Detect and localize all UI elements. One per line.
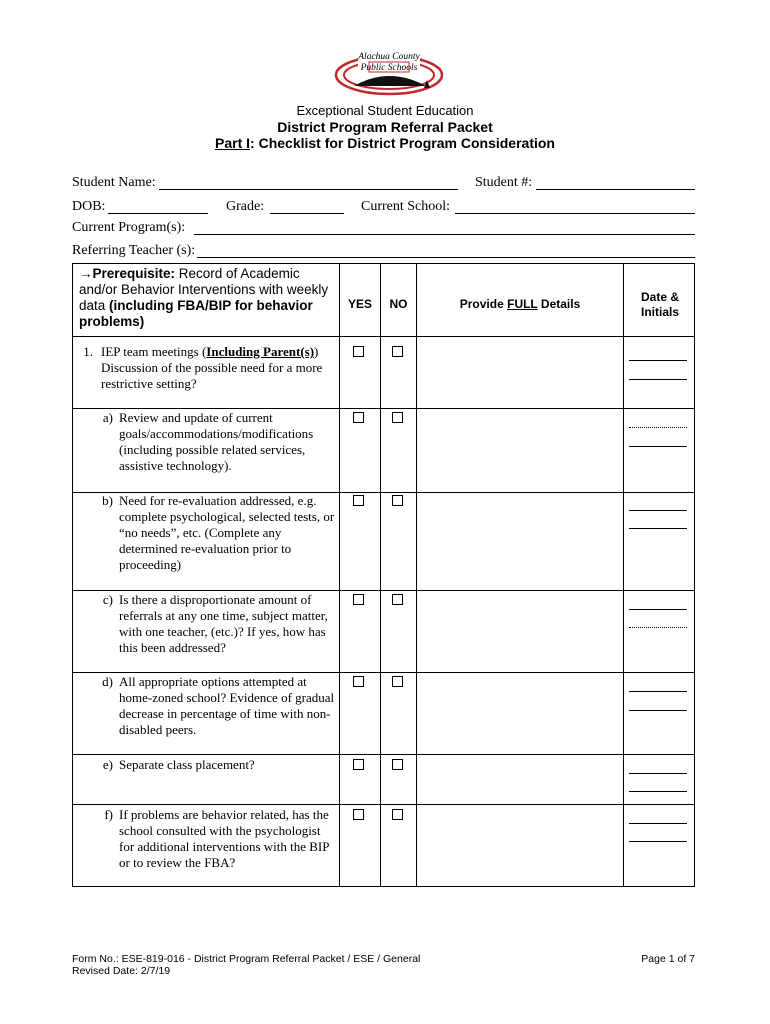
- no-checkbox[interactable]: [392, 759, 403, 770]
- row-divider: [73, 672, 694, 673]
- no-checkbox[interactable]: [392, 594, 403, 605]
- col-divider: [416, 264, 417, 886]
- row-divider: [73, 590, 694, 591]
- checklist-table: [72, 263, 695, 887]
- row-letter: b): [102, 493, 113, 508]
- grade-label: Grade:: [226, 199, 265, 214]
- student-number-field[interactable]: [536, 189, 695, 190]
- student-number-label: Student #:: [475, 175, 533, 190]
- current-programs-field[interactable]: [194, 234, 695, 235]
- date-line[interactable]: [629, 427, 687, 428]
- row-divider: [73, 804, 694, 805]
- no-checkbox[interactable]: [392, 412, 403, 423]
- date-line[interactable]: [629, 609, 687, 610]
- student-name-field[interactable]: [159, 189, 458, 190]
- logo-line-2: Public Schools: [360, 63, 418, 73]
- col-divider: [623, 264, 624, 886]
- prerequisite-header: [79, 266, 337, 330]
- department-heading: Exceptional Student Education: [296, 103, 474, 118]
- student-name-label: Student Name:: [72, 175, 156, 190]
- current-programs-label: Current Program(s):: [72, 220, 186, 235]
- date-line[interactable]: [629, 360, 687, 361]
- row-divider: [73, 336, 694, 337]
- yes-checkbox[interactable]: [353, 412, 364, 423]
- row-letter: c): [102, 592, 113, 607]
- yes-checkbox[interactable]: [353, 759, 364, 770]
- prerequisite-arrow: →: [79, 266, 93, 281]
- prerequisite-note: (including FBA/BIP for behavior problems): [79, 298, 313, 329]
- yes-checkbox[interactable]: [353, 676, 364, 687]
- referring-teacher-field[interactable]: [197, 257, 695, 258]
- initials-line[interactable]: [629, 379, 687, 380]
- page-number: Page 1 of 7: [641, 953, 695, 965]
- row-divider: [73, 754, 694, 755]
- col-divider: [339, 264, 340, 886]
- yes-checkbox[interactable]: [353, 495, 364, 506]
- col-date-header: Date & Initials: [640, 290, 679, 319]
- col-details-header: Provide FULL Details: [459, 297, 581, 311]
- initials-line[interactable]: [629, 627, 687, 628]
- revised-date: Revised Date: 2/7/19: [72, 965, 171, 977]
- date-line[interactable]: [629, 773, 687, 774]
- col-no-header: NO: [389, 297, 408, 311]
- yes-checkbox[interactable]: [353, 346, 364, 357]
- row-letter: d): [102, 674, 113, 689]
- no-checkbox[interactable]: [392, 495, 403, 506]
- prerequisite-text: Record of Academic and/or Behavior Interventions with weekly data: [79, 266, 329, 313]
- no-checkbox[interactable]: [392, 346, 403, 357]
- dob-field[interactable]: [108, 213, 208, 214]
- district-logo: [334, 48, 444, 102]
- table-row: b) Need for re-evaluation addressed, e.g. complete psychological, selected tests, or “no needs”, etc. (Complete any determined re-evaluation prior to proceeding): [73, 493, 335, 573]
- col-divider: [380, 264, 381, 886]
- initials-line[interactable]: [629, 791, 687, 792]
- table-row: f) If problems are behavior related, has the school consulted with the psychologist for additional interventions with the BIP or to review the FBA?: [73, 807, 335, 871]
- date-line[interactable]: [629, 691, 687, 692]
- table-row: e) Separate class placement?: [73, 757, 335, 773]
- packet-title: District Program Referral Packet: [277, 119, 493, 135]
- yes-checkbox[interactable]: [353, 594, 364, 605]
- table-row: 1. IEP team meetings (Including Parent(s)) Discussion of the possible need for a more restrictive setting?: [73, 344, 335, 392]
- initials-line[interactable]: [629, 841, 687, 842]
- form-number: Form No.: ESE-819-016 - District Program Referral Packet / ESE / General: [72, 953, 421, 965]
- initials-line[interactable]: [629, 446, 687, 447]
- logo-line-1: Alachua County: [358, 52, 420, 62]
- initials-line[interactable]: [629, 528, 687, 529]
- row-letter: f): [104, 807, 113, 822]
- row-letter: e): [102, 757, 113, 772]
- part-title: [0, 135, 770, 151]
- current-school-label: Current School:: [361, 199, 451, 214]
- grade-field[interactable]: [270, 213, 344, 214]
- prerequisite-label: Prerequisite:: [92, 266, 176, 281]
- part-subtitle: : Checklist for District Program Consideration: [250, 135, 555, 151]
- dob-label: DOB:: [72, 199, 106, 214]
- no-checkbox[interactable]: [392, 809, 403, 820]
- referring-teacher-label: Referring Teacher (s):: [72, 243, 196, 258]
- row-divider: [73, 408, 694, 409]
- table-row: a) Review and update of current goals/accommodations/modifications (including possible related services, assistive technology).: [73, 410, 335, 474]
- col-yes-header: YES: [347, 297, 372, 311]
- no-checkbox[interactable]: [392, 676, 403, 687]
- table-row: c) Is there a disproportionate amount of referrals at any one time, subject matter, with one teacher, (etc.)? If yes, how has this been addressed?: [73, 592, 335, 656]
- initials-line[interactable]: [629, 710, 687, 711]
- part-label: Part I: [215, 135, 251, 151]
- row-letter: a): [102, 410, 113, 425]
- row-number: 1.: [83, 344, 93, 359]
- current-school-field[interactable]: [455, 213, 695, 214]
- date-line[interactable]: [629, 510, 687, 511]
- yes-checkbox[interactable]: [353, 809, 364, 820]
- date-line[interactable]: [629, 823, 687, 824]
- table-row: d) All appropriate options attempted at home-zoned school? Evidence of gradual decrease in percentage of time with non-disabled peers.: [73, 674, 335, 738]
